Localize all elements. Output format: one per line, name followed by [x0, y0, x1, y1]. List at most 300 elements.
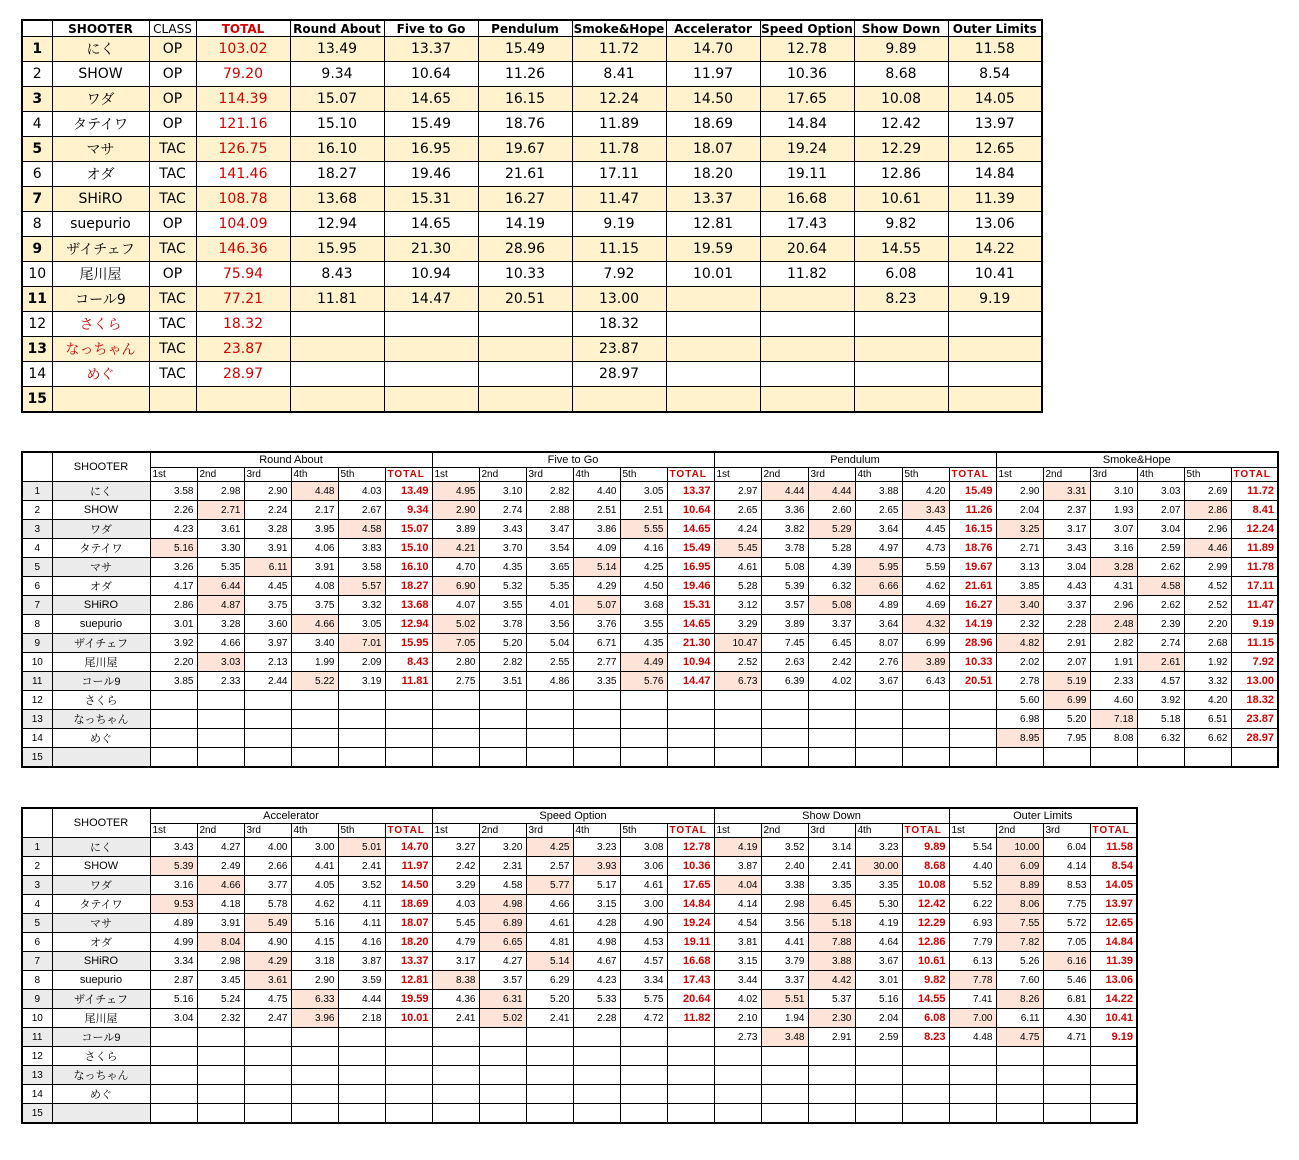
string-time-cell: 2.76: [855, 653, 902, 672]
string-time-cell: 6.11: [244, 558, 291, 577]
rank-cell: 3: [22, 876, 52, 895]
string-time-cell: [808, 1085, 855, 1104]
string-time-cell: 2.59: [855, 1028, 902, 1047]
string-time-cell: 8.08: [1090, 729, 1137, 748]
stage-total-cell: 9.89: [902, 838, 949, 857]
string-time-cell: 3.52: [338, 876, 385, 895]
string-time-cell: [432, 691, 479, 710]
string-time-cell: 7.95: [1043, 729, 1090, 748]
string-time-cell: 4.40: [949, 857, 996, 876]
class-cell: OP: [149, 87, 196, 112]
string-time-cell: 2.98: [197, 482, 244, 501]
string-time-cell: 5.78: [244, 895, 291, 914]
rank-cell: 2: [22, 857, 52, 876]
shooter-name-cell: めぐ: [52, 729, 150, 748]
shooter-name-cell: SHOW: [52, 62, 149, 87]
stage-time-cell: 10.01: [666, 262, 760, 287]
string-time-cell: [573, 1104, 620, 1124]
shooter-name-cell: オダ: [52, 162, 149, 187]
string-time-cell: [573, 1085, 620, 1104]
shooter-header-cell: SHOOTER: [52, 808, 150, 838]
string-header-cell: 2nd: [197, 824, 244, 838]
string-time-cell: [479, 729, 526, 748]
total-cell: 146.36: [196, 237, 290, 262]
string-time-cell: 6.29: [526, 971, 573, 990]
string-time-cell: 3.43: [479, 520, 526, 539]
string-time-cell: [150, 1047, 197, 1066]
string-time-cell: [244, 1047, 291, 1066]
stage-group-header: Round About: [150, 452, 432, 468]
stage-time-cell: [760, 312, 854, 337]
string-time-cell: 2.62: [1137, 558, 1184, 577]
string-time-cell: 6.90: [432, 577, 479, 596]
class-cell: TAC: [149, 137, 196, 162]
string-time-cell: 2.51: [573, 501, 620, 520]
string-time-cell: 5.16: [291, 914, 338, 933]
stage-total-cell: [1090, 1085, 1137, 1104]
string-time-cell: 3.76: [573, 615, 620, 634]
stage-time-cell: 17.65: [760, 87, 854, 112]
string-time-cell: [197, 748, 244, 768]
stage-total-cell: 13.49: [385, 482, 432, 501]
string-time-cell: [479, 1047, 526, 1066]
string-header-cell: 4th: [573, 824, 620, 838]
string-time-cell: [573, 729, 620, 748]
string-time-cell: [714, 748, 761, 768]
stage-total-cell: 15.07: [385, 520, 432, 539]
string-time-cell: [1043, 1047, 1090, 1066]
stage-total-cell: 8.23: [902, 1028, 949, 1047]
stage-time-cell: 11.47: [572, 187, 666, 212]
stage-total-cell: 11.39: [1090, 952, 1137, 971]
stage-total-cell: [902, 1066, 949, 1085]
stage-time-cell: 14.19: [478, 212, 572, 237]
string-time-cell: [338, 1047, 385, 1066]
string-time-cell: [197, 710, 244, 729]
detail-row: [22, 501, 1278, 520]
string-time-cell: [479, 691, 526, 710]
string-header-cell: 2nd: [197, 468, 244, 482]
string-time-cell: 3.06: [620, 857, 667, 876]
string-time-cell: 3.40: [291, 634, 338, 653]
string-time-cell: 4.23: [150, 520, 197, 539]
string-header-cell: 2nd: [996, 824, 1043, 838]
string-time-cell: 5.39: [761, 577, 808, 596]
string-time-cell: 5.57: [338, 577, 385, 596]
string-time-cell: 2.33: [197, 672, 244, 691]
string-time-cell: 3.01: [150, 615, 197, 634]
stage-total-cell: 8.43: [385, 653, 432, 672]
string-time-cell: 2.52: [1184, 596, 1231, 615]
string-time-cell: 6.16: [1043, 952, 1090, 971]
stage-total-cell: 15.49: [667, 539, 714, 558]
string-time-cell: 2.28: [573, 1009, 620, 1028]
string-time-cell: 3.17: [432, 952, 479, 971]
stage-time-cell: [948, 337, 1042, 362]
stage-time-cell: 8.43: [290, 262, 384, 287]
shooter-name-cell: タテイワ: [52, 539, 150, 558]
detail-row: [22, 1085, 1137, 1104]
stage-total-cell: 12.86: [902, 933, 949, 952]
class-cell: TAC: [149, 162, 196, 187]
string-time-cell: [244, 1104, 291, 1124]
string-time-cell: [338, 1028, 385, 1047]
string-time-cell: 4.16: [338, 933, 385, 952]
string-time-cell: 3.58: [338, 558, 385, 577]
string-header-cell: 5th: [1184, 468, 1231, 482]
stage-total-cell: 15.10: [385, 539, 432, 558]
string-time-cell: 4.44: [808, 482, 855, 501]
total-cell: 79.20: [196, 62, 290, 87]
string-time-cell: [150, 729, 197, 748]
rank-cell: 1: [22, 482, 52, 501]
total-cell: 28.97: [196, 362, 290, 387]
string-time-cell: 4.45: [902, 520, 949, 539]
stage-time-cell: 18.07: [666, 137, 760, 162]
stage-time-cell: [854, 362, 948, 387]
stage-total-cell: [667, 1066, 714, 1085]
string-time-cell: [1043, 1085, 1090, 1104]
string-time-cell: 2.07: [1137, 501, 1184, 520]
string-time-cell: 2.07: [1043, 653, 1090, 672]
shooter-name-cell: 尾川屋: [52, 1009, 150, 1028]
string-time-cell: 2.26: [150, 501, 197, 520]
string-time-cell: [479, 1066, 526, 1085]
stage-total-cell: 13.37: [385, 952, 432, 971]
stage-time-cell: 14.84: [760, 112, 854, 137]
summary-row: [22, 262, 1042, 287]
string-time-cell: [150, 1104, 197, 1124]
string-time-cell: 2.04: [996, 501, 1043, 520]
rank-header-cell: [22, 452, 52, 482]
stage-total-cell: [667, 729, 714, 748]
string-time-cell: 3.59: [338, 971, 385, 990]
rank-cell: 2: [22, 62, 52, 87]
string-time-cell: 4.61: [526, 914, 573, 933]
string-time-cell: 4.67: [573, 952, 620, 971]
string-time-cell: [291, 1104, 338, 1124]
string-time-cell: 5.20: [526, 990, 573, 1009]
string-time-cell: 3.35: [573, 672, 620, 691]
string-time-cell: 3.96: [291, 1009, 338, 1028]
detail-row: [22, 596, 1278, 615]
string-time-cell: 3.28: [1090, 558, 1137, 577]
string-time-cell: 5.72: [1043, 914, 1090, 933]
string-time-cell: [620, 1066, 667, 1085]
string-time-cell: 2.82: [1090, 634, 1137, 653]
string-time-cell: 4.08: [291, 577, 338, 596]
stage-total-cell: 12.94: [385, 615, 432, 634]
string-time-cell: 3.14: [808, 838, 855, 857]
string-time-cell: 3.55: [620, 615, 667, 634]
stage-time-cell: 12.86: [854, 162, 948, 187]
stage-total-cell: 14.65: [667, 615, 714, 634]
string-time-cell: 3.17: [1043, 520, 1090, 539]
string-time-cell: 2.71: [197, 501, 244, 520]
stage-time-cell: 23.87: [572, 337, 666, 362]
string-time-cell: [291, 1085, 338, 1104]
string-time-cell: [855, 710, 902, 729]
string-time-cell: 7.79: [949, 933, 996, 952]
string-time-cell: 7.41: [949, 990, 996, 1009]
total-cell: 114.39: [196, 87, 290, 112]
string-time-cell: [714, 1066, 761, 1085]
string-time-cell: [714, 1085, 761, 1104]
shooter-name-cell: ザイチェフ: [52, 634, 150, 653]
stage-time-cell: 14.55: [854, 237, 948, 262]
string-time-cell: 3.89: [432, 520, 479, 539]
stage-time-cell: 15.95: [290, 237, 384, 262]
stage-group-header: Show Down: [714, 808, 949, 824]
stage-total-cell: [385, 729, 432, 748]
string-time-cell: 8.53: [1043, 876, 1090, 895]
stage-time-cell: 9.34: [290, 62, 384, 87]
stage-total-cell: 21.61: [949, 577, 996, 596]
stage-total-cell: 13.68: [385, 596, 432, 615]
stage-time-cell: 17.43: [760, 212, 854, 237]
string-time-cell: 3.28: [244, 520, 291, 539]
string-time-cell: [291, 1066, 338, 1085]
string-time-cell: [291, 691, 338, 710]
stage-time-cell: [948, 312, 1042, 337]
shooter-name-cell: SHOW: [52, 501, 150, 520]
stage-total-cell: 9.19: [1231, 615, 1278, 634]
string-time-cell: 2.90: [996, 482, 1043, 501]
string-time-cell: [291, 710, 338, 729]
shooter-name-cell: タテイワ: [52, 895, 150, 914]
string-time-cell: [432, 729, 479, 748]
string-time-cell: 4.64: [855, 933, 902, 952]
string-time-cell: 7.45: [761, 634, 808, 653]
stage-time-cell: 12.42: [854, 112, 948, 137]
string-time-cell: [808, 729, 855, 748]
summary-header-cell: Outer Limits: [948, 20, 1042, 37]
stage-total-cell: 28.97: [1231, 729, 1278, 748]
stage-total-cell: 10.36: [667, 857, 714, 876]
string-time-cell: [244, 1085, 291, 1104]
string-time-cell: 3.51: [479, 672, 526, 691]
stage-time-cell: [666, 312, 760, 337]
string-time-cell: 2.20: [1184, 615, 1231, 634]
detail-subheader-row: [22, 824, 1137, 838]
string-header-cell: 2nd: [761, 824, 808, 838]
string-time-cell: 5.20: [479, 634, 526, 653]
detail-subheader-row: [22, 468, 1278, 482]
stage-total-cell: 18.07: [385, 914, 432, 933]
string-time-cell: 6.11: [996, 1009, 1043, 1028]
string-time-cell: 4.99: [150, 933, 197, 952]
string-time-cell: 2.44: [244, 672, 291, 691]
string-time-cell: 3.91: [244, 539, 291, 558]
stage-total-cell: 12.24: [1231, 520, 1278, 539]
string-time-cell: 4.61: [714, 558, 761, 577]
shooter-name-cell: めぐ: [52, 1085, 150, 1104]
stage-total-header-cell: TOTAL: [385, 468, 432, 482]
total-cell: 18.32: [196, 312, 290, 337]
string-time-cell: 7.55: [996, 914, 1043, 933]
string-time-cell: 6.73: [714, 672, 761, 691]
string-time-cell: 4.15: [291, 933, 338, 952]
string-header-cell: 5th: [902, 468, 949, 482]
string-time-cell: [808, 748, 855, 768]
string-time-cell: [479, 748, 526, 768]
string-time-cell: 2.82: [526, 482, 573, 501]
string-time-cell: [996, 1066, 1043, 1085]
string-time-cell: 6.09: [996, 857, 1043, 876]
shooter-name-cell: [52, 387, 149, 413]
stage-total-cell: 12.78: [667, 838, 714, 857]
string-time-cell: 3.81: [714, 933, 761, 952]
shooter-name-cell: マサ: [52, 914, 150, 933]
string-time-cell: 3.27: [432, 838, 479, 857]
stage-total-cell: [1090, 1104, 1137, 1124]
stage-total-cell: 14.84: [1090, 933, 1137, 952]
string-time-cell: 6.04: [1043, 838, 1090, 857]
stage-time-cell: 20.51: [478, 287, 572, 312]
stage-time-cell: 9.19: [948, 287, 1042, 312]
stage-time-cell: 6.08: [854, 262, 948, 287]
stage-total-cell: 10.41: [1090, 1009, 1137, 1028]
string-time-cell: 2.18: [338, 1009, 385, 1028]
string-time-cell: 6.44: [197, 577, 244, 596]
string-time-cell: [620, 691, 667, 710]
string-time-cell: 3.26: [150, 558, 197, 577]
stage-total-cell: [949, 710, 996, 729]
string-time-cell: 7.05: [432, 634, 479, 653]
detail-row: [22, 729, 1278, 748]
string-time-cell: 3.70: [479, 539, 526, 558]
stage-total-cell: 16.95: [667, 558, 714, 577]
string-time-cell: 6.51: [1184, 710, 1231, 729]
string-time-cell: 3.19: [338, 672, 385, 691]
string-time-cell: [150, 691, 197, 710]
summary-header-cell: Round About: [290, 20, 384, 37]
string-time-cell: [291, 729, 338, 748]
string-time-cell: 3.78: [479, 615, 526, 634]
string-header-cell: 4th: [1137, 468, 1184, 482]
stage-time-cell: 11.82: [760, 262, 854, 287]
stage-total-cell: 20.51: [949, 672, 996, 691]
stage-total-header-cell: TOTAL: [1090, 824, 1137, 838]
string-time-cell: 3.64: [855, 615, 902, 634]
stage-time-cell: 12.78: [760, 37, 854, 62]
stage-time-cell: [948, 362, 1042, 387]
stage-total-cell: 19.59: [385, 990, 432, 1009]
stage-total-header-cell: TOTAL: [902, 824, 949, 838]
string-time-cell: [197, 691, 244, 710]
string-time-cell: 4.50: [620, 577, 667, 596]
string-time-cell: 2.55: [526, 653, 573, 672]
string-time-cell: 4.16: [620, 539, 667, 558]
stage-time-cell: 13.00: [572, 287, 666, 312]
string-header-cell: 3rd: [526, 468, 573, 482]
string-time-cell: [573, 1047, 620, 1066]
stage-total-cell: [902, 1085, 949, 1104]
stage-time-cell: 14.65: [384, 87, 478, 112]
string-time-cell: 4.36: [432, 990, 479, 1009]
stage-group-header: Accelerator: [150, 808, 432, 824]
stage-time-cell: 14.05: [948, 87, 1042, 112]
string-time-cell: 5.35: [526, 577, 573, 596]
class-cell: TAC: [149, 337, 196, 362]
string-time-cell: 3.23: [573, 838, 620, 857]
string-time-cell: [432, 748, 479, 768]
string-time-cell: 4.90: [244, 933, 291, 952]
string-time-cell: 6.93: [949, 914, 996, 933]
string-time-cell: 7.88: [808, 933, 855, 952]
shooter-name-cell: ザイチェフ: [52, 990, 150, 1009]
string-time-cell: 5.45: [432, 914, 479, 933]
stage-time-cell: 15.31: [384, 187, 478, 212]
string-header-cell: 2nd: [479, 824, 526, 838]
stage-total-cell: 14.47: [667, 672, 714, 691]
string-time-cell: 4.01: [526, 596, 573, 615]
string-time-cell: [808, 1066, 855, 1085]
string-time-cell: [197, 1104, 244, 1124]
stage-time-cell: [290, 337, 384, 362]
stage-total-cell: 11.89: [1231, 539, 1278, 558]
string-time-cell: 6.99: [902, 634, 949, 653]
string-time-cell: 5.77: [526, 876, 573, 895]
stage-time-cell: 15.49: [384, 112, 478, 137]
string-time-cell: [714, 1047, 761, 1066]
stage-time-cell: [478, 337, 572, 362]
string-time-cell: 3.85: [150, 672, 197, 691]
stage-time-cell: 18.76: [478, 112, 572, 137]
stage-total-cell: [1090, 1066, 1137, 1085]
class-cell: [149, 387, 196, 413]
string-time-cell: 6.62: [1184, 729, 1231, 748]
string-time-cell: 5.16: [855, 990, 902, 1009]
detail-row: [22, 857, 1137, 876]
shooter-name-cell: ワダ: [52, 876, 150, 895]
string-time-cell: 4.00: [244, 838, 291, 857]
summary-row: [22, 312, 1042, 337]
string-time-cell: 4.89: [150, 914, 197, 933]
stage-total-cell: 14.05: [1090, 876, 1137, 895]
string-time-cell: 3.89: [902, 653, 949, 672]
total-cell: 77.21: [196, 287, 290, 312]
rank-cell: 14: [22, 1085, 52, 1104]
string-time-cell: 1.91: [1090, 653, 1137, 672]
detail-header-row: [22, 808, 1137, 824]
stage-time-cell: 21.61: [478, 162, 572, 187]
stage-total-cell: 10.01: [385, 1009, 432, 1028]
string-time-cell: 3.88: [855, 482, 902, 501]
stage-time-cell: [290, 362, 384, 387]
string-header-cell: 3rd: [1043, 824, 1090, 838]
string-time-cell: 2.67: [338, 501, 385, 520]
string-time-cell: 4.20: [902, 482, 949, 501]
string-time-cell: 5.18: [808, 914, 855, 933]
stage-time-cell: 11.58: [948, 37, 1042, 62]
string-time-cell: 3.86: [573, 520, 620, 539]
stage-total-cell: 18.69: [385, 895, 432, 914]
string-time-cell: 2.82: [479, 653, 526, 672]
string-time-cell: 5.46: [1043, 971, 1090, 990]
shooter-name-cell: コール9: [52, 287, 149, 312]
shooter-name-cell: タテイワ: [52, 112, 149, 137]
string-time-cell: [526, 691, 573, 710]
string-header-cell: 2nd: [479, 468, 526, 482]
string-time-cell: 8.06: [996, 895, 1043, 914]
string-time-cell: 6.81: [1043, 990, 1090, 1009]
string-time-cell: 4.81: [526, 933, 573, 952]
stage-time-cell: 13.97: [948, 112, 1042, 137]
summary-header-cell: Five to Go: [384, 20, 478, 37]
stage-total-cell: 11.97: [385, 857, 432, 876]
string-time-cell: 3.00: [291, 838, 338, 857]
